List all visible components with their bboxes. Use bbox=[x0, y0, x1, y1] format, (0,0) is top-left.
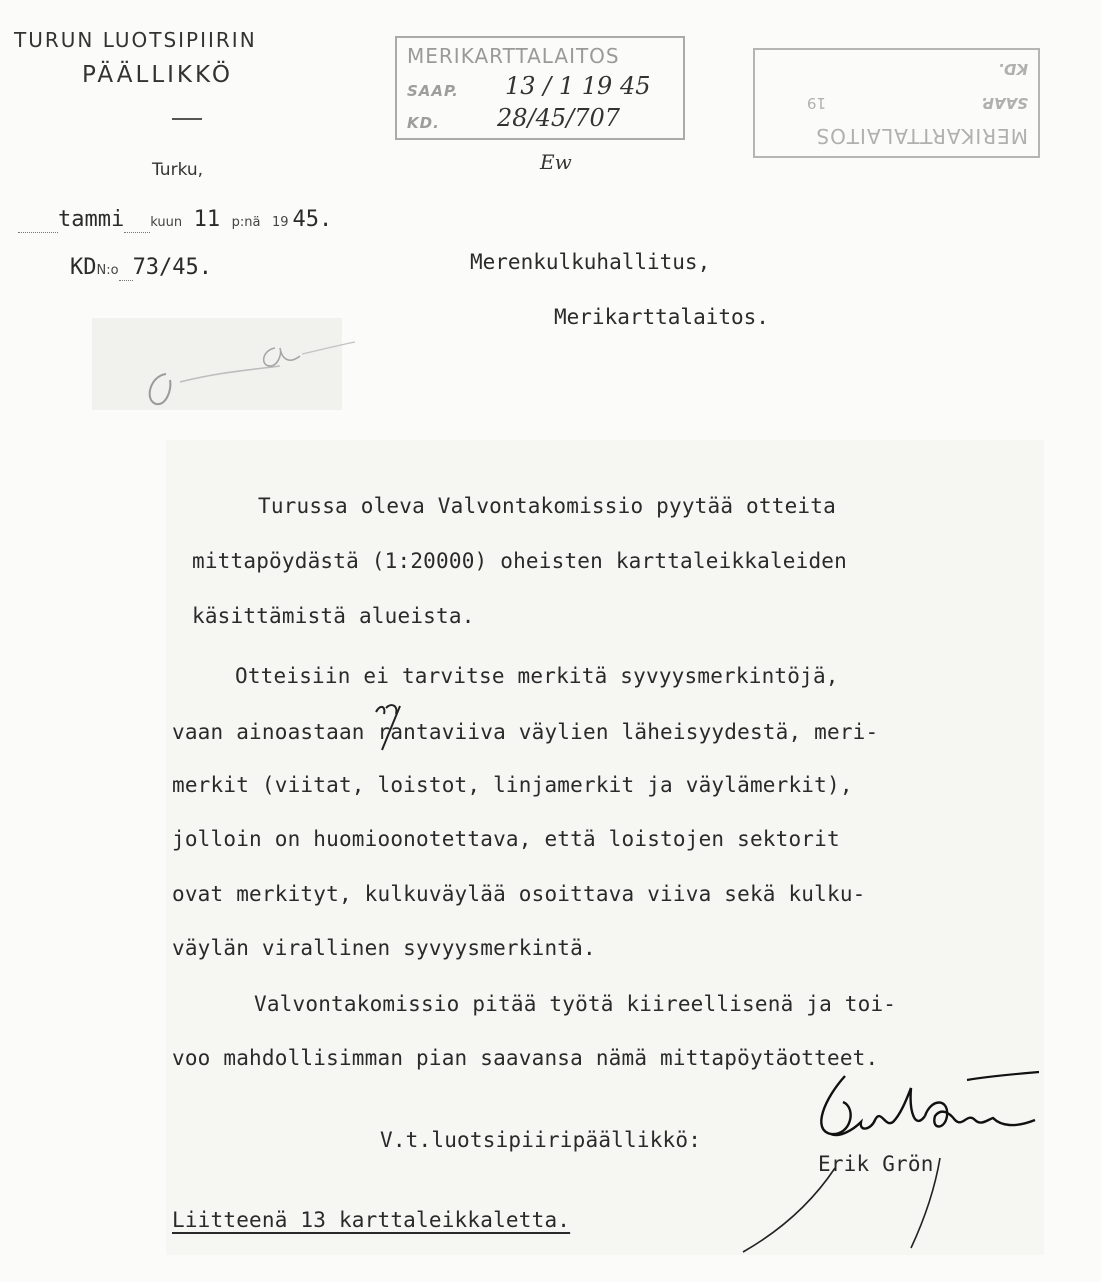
enclosure-note: Liitteenä 13 karttaleikkaletta. bbox=[172, 1208, 571, 1232]
received-stamp bbox=[395, 36, 685, 140]
received-stamp-kd-number: 28/45/707 bbox=[497, 104, 621, 132]
recipient-line-1: Merenkulkuhallitus, bbox=[470, 250, 711, 274]
faded-stamp-year: 19 bbox=[806, 94, 826, 112]
body-p1-line-2: mittapöydästä (1:20000) oheisten karttaleikkaleiden bbox=[192, 549, 847, 573]
date-year: 45. bbox=[292, 207, 333, 232]
faded-stamp-header: MERIKARTTALAITOS bbox=[815, 124, 1028, 148]
body-p3-line-2: voo mahdollisimman pian saavansa nämä mittapöytäotteet. bbox=[172, 1046, 879, 1070]
received-stamp-saap-label: SAAP. bbox=[407, 82, 459, 100]
body-p1-line-1: Turussa oleva Valvontakomissio pyytää otteita bbox=[258, 494, 836, 518]
received-stamp-saap-date: 13 / 1 19 45 bbox=[505, 72, 651, 100]
body-p1-line-3: käsittämistä alueista. bbox=[192, 604, 475, 628]
date-line bbox=[18, 206, 332, 233]
body-p2-line-4: jolloin on huomioonotettava, että loistojen sektorit bbox=[172, 827, 840, 851]
reference-kd-label: KD bbox=[70, 255, 97, 280]
letterhead-organization: TURUN LUOTSIPIIRIN bbox=[14, 28, 257, 52]
handwritten-signature bbox=[735, 1068, 1045, 1258]
received-stamp-header: MERIKARTTALAITOS bbox=[407, 44, 620, 68]
letterhead-place: Turku, bbox=[152, 160, 204, 180]
dotted-fill bbox=[18, 206, 58, 233]
signature-name: Erik Grön bbox=[818, 1152, 934, 1176]
date-kuun-label: kuun bbox=[150, 215, 183, 230]
body-p2-line-2: vaan ainoastaan rantaviiva väylien läheisyydestä, meri- bbox=[172, 720, 879, 744]
date-pna-label: p:nä bbox=[231, 215, 261, 230]
body-p2-line-5: ovat merkityt, kulkuväylää osoittava viiva sekä kulku- bbox=[172, 882, 866, 906]
reference-no-label: N:o bbox=[96, 263, 119, 278]
handwritten-correction-mark bbox=[370, 700, 410, 756]
margin-pencil-marks bbox=[130, 330, 360, 420]
reference-line bbox=[70, 254, 212, 281]
dotted-fill bbox=[124, 206, 150, 233]
reference-number: 73/45. bbox=[132, 255, 213, 280]
faded-stamp bbox=[753, 48, 1040, 158]
received-stamp-initials: Ew bbox=[540, 150, 572, 174]
body-p2-line-1: Otteisiin ei tarvitse merkitä syvyysmerkintöjä, bbox=[235, 664, 839, 688]
date-year-prefix: 19 bbox=[271, 215, 289, 230]
faded-stamp-kd-label: KD. bbox=[998, 60, 1028, 78]
body-p2-line-6: väylän virallinen syvyysmerkintä. bbox=[172, 936, 596, 960]
letterhead-title: PÄÄLLIKKÖ bbox=[82, 62, 233, 88]
body-p3-line-1: Valvontakomissio pitää työtä kiireellisenä ja toi- bbox=[254, 992, 897, 1016]
body-p2-line-3: merkit (viitat, loistot, linjamerkit ja väylämerkit), bbox=[172, 773, 853, 797]
received-stamp-kd-label: KD. bbox=[407, 114, 440, 132]
faded-stamp-saap-label: SAAP. bbox=[981, 94, 1028, 112]
recipient-line-2: Merikarttalaitos. bbox=[554, 305, 769, 329]
date-day: 11 bbox=[193, 207, 221, 232]
date-month: tammi bbox=[58, 207, 125, 232]
dotted-fill bbox=[119, 254, 133, 281]
signature-title: V.t.luotsipiiripäällikkö: bbox=[380, 1128, 702, 1152]
letterhead-divider bbox=[172, 118, 202, 120]
